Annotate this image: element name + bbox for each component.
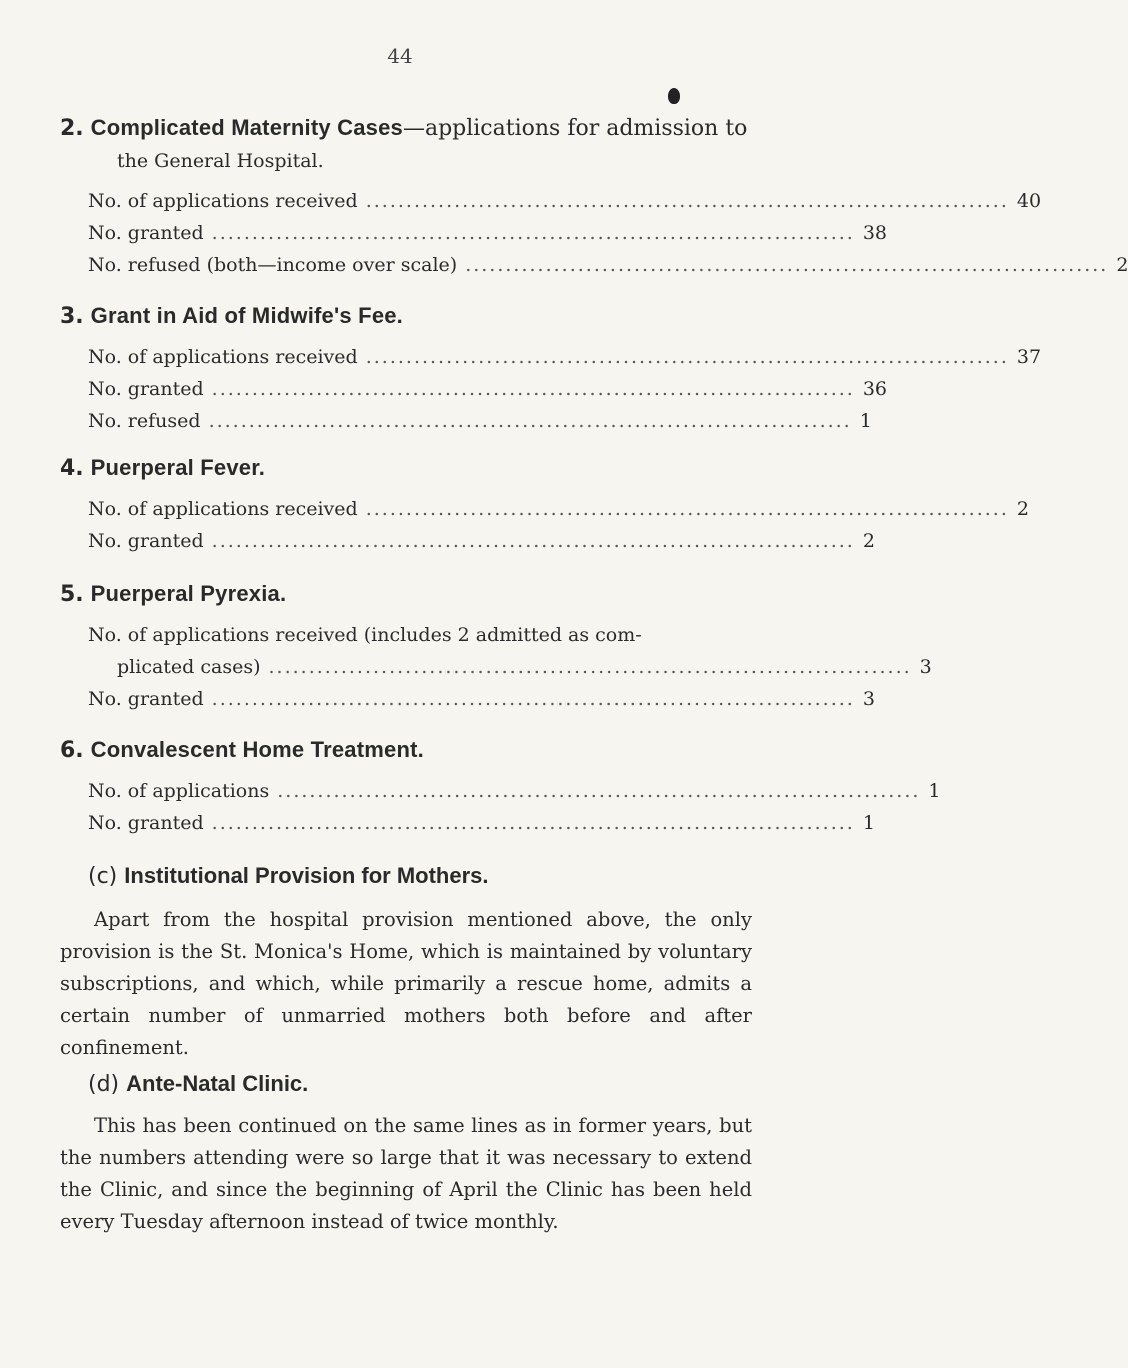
section-puerperal-fever (60, 452, 1029, 557)
section-title: Puerperal Pyrexia. (90, 581, 287, 606)
section-title: Complicated Maternity Cases (90, 115, 403, 140)
leader-dots: ................................................................................ (365, 346, 1009, 368)
subsection-ante-natal-clinic (88, 1068, 778, 1101)
leader-dots: ................................................................................ (365, 190, 1009, 212)
subsection-tag: (c) (88, 864, 118, 889)
stat-row: No. granted ................................................................................ 2 (60, 525, 750, 557)
stat-row: No. of applications ................................................................................ 1 (60, 775, 750, 807)
leader-dots: ................................................................................ (211, 812, 855, 834)
paragraph-ante-natal-clinic: This has been continued on the same lines as in former years, but the numbers attending were so large that it was necessary to extend the Clinic, and since the beginning of April the Clinic has been held every Tuesday afternoon instead of twice monthly. (60, 1114, 752, 1233)
stat-value: 36 (862, 378, 888, 400)
section-title: Grant in Aid of Midwife's Fee. (90, 303, 403, 328)
section-heading (60, 112, 750, 145)
stat-row: No. granted ................................................................................ 3 (60, 683, 750, 715)
section-number: 6. (60, 738, 84, 763)
section-title-rest: —applications for admission to (402, 116, 748, 141)
ink-blot-mark (668, 88, 680, 104)
stat-value: 2 (1016, 498, 1029, 520)
section-title-continued: the General Hospital. (117, 150, 324, 172)
stat-value: 1 (928, 780, 941, 802)
section-heading (60, 578, 750, 611)
section-title: Puerperal Fever. (90, 455, 266, 480)
stat-value: 3 (919, 656, 932, 678)
subsection-heading (88, 1068, 778, 1101)
stat-row: No. granted ................................................................................ 36 (60, 373, 750, 405)
section-number: 2. (60, 116, 84, 141)
stat-value: 37 (1016, 346, 1042, 368)
leader-dots: ................................................................................ (208, 410, 852, 432)
leader-dots: ................................................................................ (211, 222, 855, 244)
section-convalescent-home (60, 734, 941, 839)
leader-dots: ................................................................................ (268, 656, 912, 678)
subsection-title: Institutional Provision for Mothers. (124, 863, 489, 888)
stat-value: 1 (862, 812, 875, 834)
stat-value: 38 (862, 222, 888, 244)
leader-dots: ................................................................................ (211, 530, 855, 552)
leader-dots: ................................................................................ (365, 498, 1009, 520)
stat-row: No. granted ................................................................................ 38 (60, 217, 750, 249)
stat-value: 40 (1016, 190, 1042, 212)
subsection-title: Ante-Natal Clinic. (126, 1071, 309, 1096)
section-number: 5. (60, 582, 84, 607)
stat-value: 1 (859, 410, 872, 432)
section-heading (60, 734, 750, 767)
stat-value: 2 (1116, 254, 1128, 276)
leader-dots: ................................................................................ (211, 378, 855, 400)
leader-dots: ................................................................................ (465, 254, 1109, 276)
section-midwife-fee (60, 300, 1042, 437)
leader-dots: ................................................................................ (211, 688, 855, 710)
stat-value: 2 (862, 530, 875, 552)
stat-row: No. refused ................................................................................ 1 (60, 405, 750, 437)
section-title: Convalescent Home Treatment. (90, 737, 424, 762)
stat-value: 3 (862, 688, 875, 710)
leader-dots: ................................................................................ (277, 780, 921, 802)
stat-row-line1: No. of applications received (includes 2 admitted as com- (88, 624, 642, 646)
section-puerperal-pyrexia (60, 578, 932, 715)
subsection-institutional-provision (88, 860, 778, 893)
section-number: 3. (60, 304, 84, 329)
stat-row: No. of applications received ................................................................................ 37 (60, 341, 750, 373)
section-heading (60, 452, 750, 485)
stat-row: No. refused (both—income over scale) ................................................................................ 2 (60, 249, 750, 281)
paragraph-institutional-provision: Apart from the hospital provision mentioned above, the only provision is the St. Monica's Home, which is maintained by voluntary subscriptions, and which, while primarily a rescue home, admits a certain number of unmarried mothers both before and after confinement. (60, 908, 752, 1059)
subsection-tag: (d) (88, 1072, 120, 1097)
stat-row: No. granted ................................................................................ 1 (60, 807, 750, 839)
stat-row: No. of applications received ................................................................................ 2 (60, 493, 750, 525)
section-complicated-maternity (60, 112, 1128, 281)
stat-row: No. of applications received ................................................................................ 40 (60, 185, 750, 217)
subsection-heading (88, 860, 778, 893)
page-number: 44 (387, 44, 413, 68)
section-heading (60, 300, 750, 333)
section-number: 4. (60, 456, 84, 481)
stat-row: plicated cases) ................................................................................ 3 (60, 651, 750, 683)
